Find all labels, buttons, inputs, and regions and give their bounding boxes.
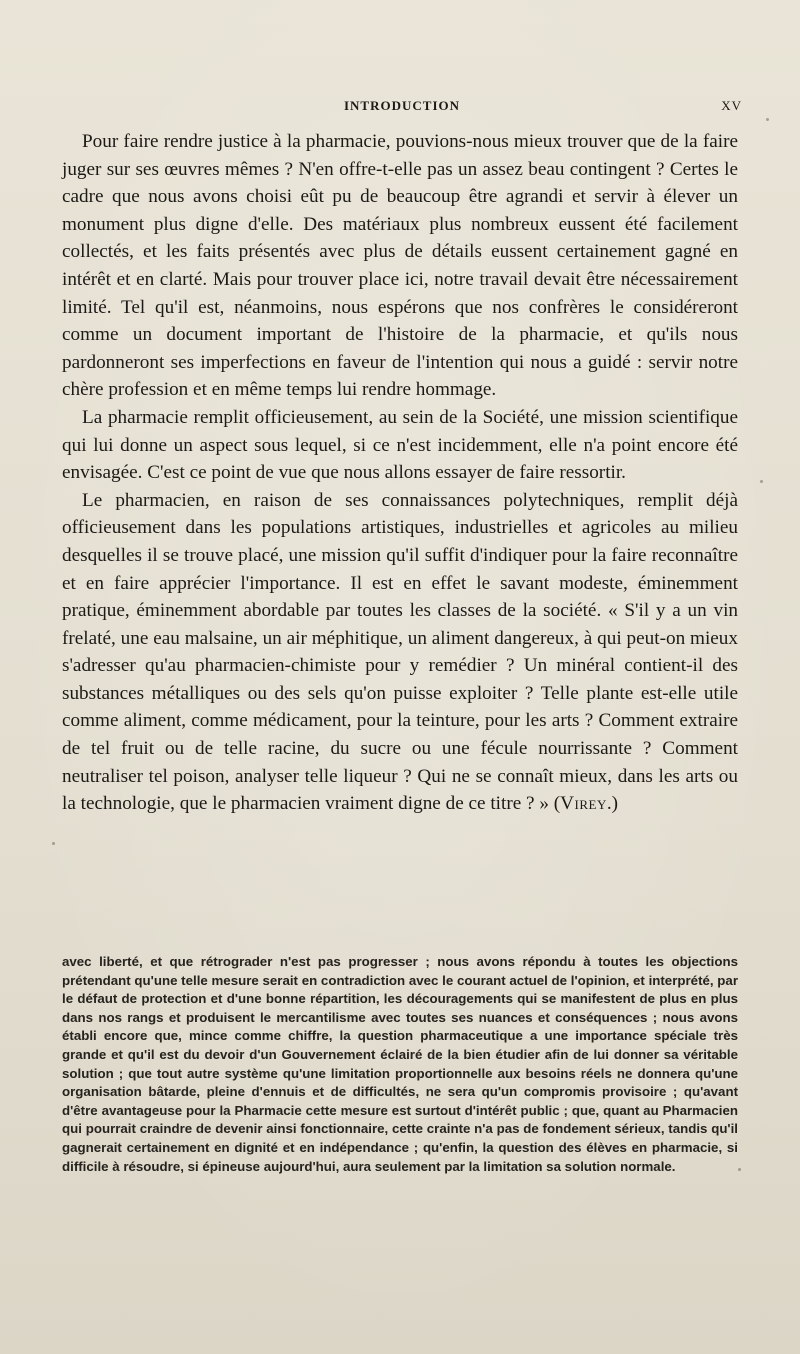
page-number: XV xyxy=(721,98,742,113)
paragraph-tail: .) xyxy=(606,793,619,815)
footnote-text: avec liberté, et que rétrograder n'est pas progresser ; nous avons répondu à toutes les objections prétendant qu'une telle mesure serait en contradiction avec le courant actuel de l'opinion, et interprété, par le défaut de protection et d'une bonne répartition, les découragements qui se manifestent de plus en plus dans nos rangs et produisent le mercantilisme avec toutes ses nuances et conséquences ; nous avons établi encore que, mince comme chiffre, la question pharmaceutique a une importance spéciale très grande et qu'il est du devoir d'un Gouvernement éclairé de la bien étudier afin de lui donner sa véritable solution ; que tout autre système qu'une limitation proportionnelle aux besoins réels ne donnera qu'une organisation bâtarde, pleine d'ennuis et de difficultés, ne sera qu'un compromis provisoire ; qu'avant d'être avantageuse pour la Pharmacie cette mesure est surtout d'intérêt public ; que, quant au Pharmacien qui pourrait craindre de devenir ainsi fonctionnaire, cette crainte n'a pas de fondement sérieux, tandis qu'il gagnerait certainement en dignité et en indépendance ; qu'enfin, la question des élèves en pharmacie, si difficile à résoudre, si épineuse aujourd'hui, aura seulement par la limitation sa solution normale. xyxy=(62,954,738,1174)
paragraph xyxy=(62,487,738,818)
paragraph xyxy=(62,404,738,487)
main-text xyxy=(62,128,738,818)
cited-author: Virey xyxy=(560,793,607,815)
running-head xyxy=(62,96,742,118)
paragraph xyxy=(62,128,738,404)
paragraph-text: Pour faire rendre justice à la pharmacie, pouvions-nous mieux trouver que de la faire juger sur ses œuvres mêmes ? N'en offre-t-elle pas un assez beau contingent ? Certes le cadre que nous avons choisi eût pu de beaucoup être agrandi et servir à élever un monument plus digne d'elle. Des matériaux plus nombreux eussent été facilement collectés, et les faits présentés avec plus de détails eussent certainement gagné en intérêt et en clarté. Mais pour trouver place ici, notre travail devait être nécessairement limité. Tel qu'il est, néanmoins, nous espérons que nos confrères le considéreront comme un document important de l'histoire de la pharmacie, et qu'ils nous pardonneront ses imperfections en faveur de l'intention qui nous a guidé : servir notre chère profession et en même temps lui rendre hommage. xyxy=(62,131,738,401)
paper-speck xyxy=(738,1168,741,1171)
paper-speck xyxy=(760,480,763,483)
footnote xyxy=(62,953,738,1176)
paper-speck xyxy=(52,842,55,845)
paragraph-text: La pharmacie remplit officieusement, au sein de la Société, une mission scientifique qui lui donne un aspect sous lequel, si ce n'est incidemment, elle n'a point encore été envisagée. C'est ce point de vue que nous allons essayer de faire ressortir. xyxy=(62,406,738,484)
paragraph-text: Le pharmacien, en raison de ses connaissances polytechniques, remplit déjà officieusement dans les populations artistiques, industrielles et agricoles au milieu desquelles il se trouve placé, une mission qu'il suffit d'indiquer pour la faire reconnaître et en faire apprécier l'importance. Il est en effet le savant modeste, éminemment pratique, éminemment abordable par toutes les classes de la société. « S'il y a un vin frelaté, une eau malsaine, un air méphitique, un aliment dangereux, à qui peut-on mieux s'adresser qu'au pharmacien-chimiste pour y remédier ? Un minéral contient-il des substances métalliques ou des sels qu'on puisse exploiter ? Telle plante est-elle utile comme aliment, comme médicament, pour la teinture, pour les arts ? Comment extraire de tel fruit ou de telle racine, du sucre ou une fécule nourrissante ? Comment neutraliser tel poison, analyser telle liqueur ? Qui ne se connaît mieux, dans les arts ou la technologie, que le pharmacien vraiment digne de ce titre ? » ( xyxy=(62,489,738,815)
paper-speck xyxy=(766,118,769,121)
running-title: INTRODUCTION xyxy=(343,98,460,113)
